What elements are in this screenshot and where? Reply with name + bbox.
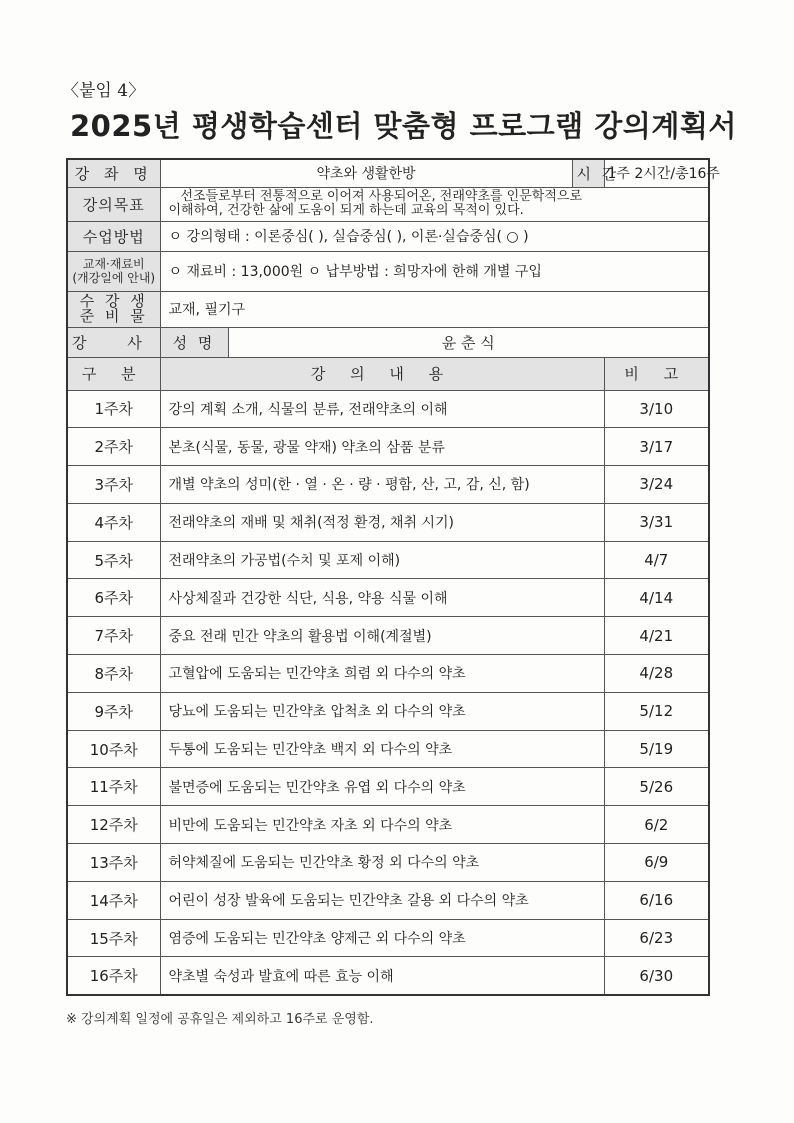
week-cell: 10주차	[67, 730, 160, 768]
fee-label	[67, 251, 160, 291]
week-cell: 15주차	[67, 919, 160, 957]
week-cell: 16주차	[67, 957, 160, 995]
course-name: 약초와 생활한방	[160, 159, 572, 187]
week-cell: 5주차	[67, 541, 160, 579]
week-header: 구 분	[67, 357, 160, 390]
instructor-label: 강 사	[67, 327, 160, 357]
content-cell: 염증에 도움되는 민간약초 양제근 외 다수의 약초	[160, 919, 604, 957]
date-cell: 3/17	[604, 428, 709, 466]
schedule-row	[67, 541, 709, 579]
content-cell: 허약체질에 도움되는 민간약초 황정 외 다수의 약초	[160, 844, 604, 882]
schedule-row	[67, 692, 709, 730]
week-cell: 11주차	[67, 768, 160, 806]
date-cell: 4/14	[604, 579, 709, 617]
content-cell: 고혈압에 도움되는 민간약초 희렴 외 다수의 약초	[160, 655, 604, 693]
schedule-row	[67, 466, 709, 504]
schedule-row	[67, 730, 709, 768]
course-name-label: 강 좌 명	[67, 159, 160, 187]
content-cell: 당뇨에 도움되는 민간약초 압척초 외 다수의 약초	[160, 692, 604, 730]
time-label: 시 간	[572, 159, 604, 187]
time-value: 1주 2시간/총16주	[604, 159, 709, 187]
schedule-row	[67, 390, 709, 428]
week-cell: 9주차	[67, 692, 160, 730]
content-cell: 전래약초의 가공법(수치 및 포제 이해)	[160, 541, 604, 579]
schedule-rows	[67, 390, 709, 995]
content-cell: 중요 전래 민간 약초의 활용법 이해(계절별)	[160, 617, 604, 655]
week-cell: 4주차	[67, 503, 160, 541]
lecture-plan-table	[66, 158, 720, 996]
schedule-row	[67, 806, 709, 844]
instructor-name: 윤 춘 식	[228, 327, 709, 357]
supplies-value: 교재, 필기구	[160, 291, 709, 327]
date-cell: 5/12	[604, 692, 709, 730]
week-cell: 8주차	[67, 655, 160, 693]
date-cell: 3/31	[604, 503, 709, 541]
date-cell: 4/28	[604, 655, 709, 693]
goal-line-2: 이해하여, 건강한 삶에 도움이 되게 하는데 교육의 목적이 있다.	[168, 203, 524, 218]
schedule-row	[67, 617, 709, 655]
date-cell: 6/30	[604, 957, 709, 995]
document-title: 2025년 평생학습센터 맞춤형 프로그램 강의계획서	[70, 109, 737, 143]
week-cell: 14주차	[67, 881, 160, 919]
date-cell: 6/16	[604, 881, 709, 919]
week-cell: 12주차	[67, 806, 160, 844]
date-cell: 6/2	[604, 806, 709, 844]
week-cell: 13주차	[67, 844, 160, 882]
week-cell: 1주차	[67, 390, 160, 428]
method-label: 수업방법	[67, 221, 160, 251]
method-value: ㅇ 강의형태 : 이론중심( ), 실습중심( ), 이론·실습중심( ○ )	[160, 221, 709, 251]
content-cell: 사상체질과 건강한 식단, 식용, 약용 식물 이해	[160, 579, 604, 617]
content-cell: 비만에 도움되는 민간약초 자초 외 다수의 약초	[160, 806, 604, 844]
content-cell: 강의 계획 소개, 식물의 분류, 전래약초의 이해	[160, 390, 604, 428]
goal-text	[160, 187, 709, 221]
fee-label-line-1: 교재·재료비	[82, 257, 145, 271]
date-cell: 6/9	[604, 844, 709, 882]
supplies-label-line-1: 수 강 생	[79, 292, 148, 310]
date-cell: 3/24	[604, 466, 709, 504]
content-cell: 불면증에 도움되는 민간약초 유엽 외 다수의 약초	[160, 768, 604, 806]
schedule-row	[67, 844, 709, 882]
date-cell: 3/10	[604, 390, 709, 428]
supplies-label-line-2: 준 비 물	[79, 307, 148, 325]
content-cell: 전래약초의 재배 및 채취(적정 환경, 채취 시기)	[160, 503, 604, 541]
supplies-label	[67, 291, 160, 327]
schedule-row	[67, 919, 709, 957]
info-section	[67, 159, 720, 357]
instructor-name-label: 성 명	[160, 327, 228, 357]
fee-value: ㅇ 재료비 : 13,000원 ㅇ 납부방법 : 희망자에 한해 개별 구입	[160, 251, 709, 291]
goal-label: 강의목표	[67, 187, 160, 221]
footnote: ※ 강의계획 일정에 공휴일은 제외하고 16주로 운영함.	[66, 1012, 374, 1027]
fee-label-line-2: (개강일에 안내)	[72, 271, 156, 285]
attachment-label: 〈붙임 4〉	[62, 81, 146, 101]
date-cell: 6/23	[604, 919, 709, 957]
date-cell: 4/7	[604, 541, 709, 579]
date-cell: 4/21	[604, 617, 709, 655]
content-cell: 어린이 성장 발육에 도움되는 민간약초 갈용 외 다수의 약초	[160, 881, 604, 919]
week-cell: 3주차	[67, 466, 160, 504]
content-header: 강 의 내 용	[160, 357, 604, 390]
date-cell: 5/19	[604, 730, 709, 768]
note-header: 비 고	[604, 357, 709, 390]
schedule-row	[67, 881, 709, 919]
date-cell: 5/26	[604, 768, 709, 806]
goal-line-1: 선조들로부터 전통적으로 이어져 사용되어온, 전래약초를 인문학적으로	[180, 189, 583, 204]
week-cell: 7주차	[67, 617, 160, 655]
schedule-row	[67, 579, 709, 617]
content-cell: 본초(식물, 동물, 광물 약재) 약초의 삼품 분류	[160, 428, 604, 466]
schedule-row	[67, 655, 709, 693]
schedule-row	[67, 503, 709, 541]
content-cell: 약초별 숙성과 발효에 따른 효능 이해	[160, 957, 604, 995]
schedule-section	[67, 357, 709, 390]
schedule-row	[67, 768, 709, 806]
week-cell: 2주차	[67, 428, 160, 466]
content-cell: 개별 약초의 성미(한 · 열 · 온 · 량 · 평함, 산, 고, 감, 신, 함)	[160, 466, 604, 504]
schedule-row	[67, 957, 709, 995]
week-cell: 6주차	[67, 579, 160, 617]
content-cell: 두통에 도움되는 민간약초 백지 외 다수의 약초	[160, 730, 604, 768]
schedule-row	[67, 428, 709, 466]
